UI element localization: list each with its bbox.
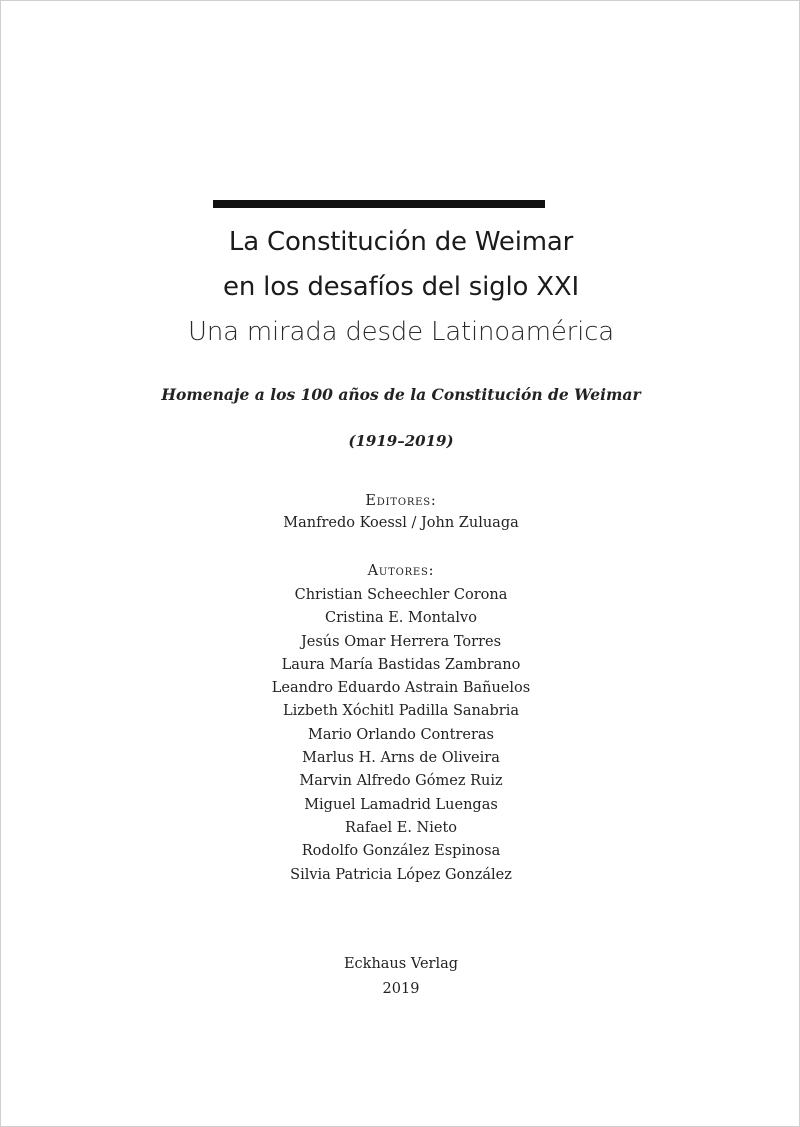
author-name: Marvin Alfredo Gómez Ruiz bbox=[299, 773, 503, 790]
author-name: Lizbeth Xóchitl Padilla Sanabria bbox=[282, 703, 520, 720]
authors-heading: Autores: bbox=[367, 563, 435, 579]
author-name: Mario Orlando Contreras bbox=[308, 726, 494, 743]
publication-year: 2019 bbox=[382, 981, 420, 997]
author-name: Marlus H. Arns de Oliveira bbox=[302, 750, 500, 767]
author-name: Rodolfo González Espinosa bbox=[301, 843, 501, 860]
title-line-2: en los desafíos del siglo XXI bbox=[223, 272, 579, 302]
author-name: Cristina E. Montalvo bbox=[325, 610, 477, 627]
publisher: Eckhaus Verlag bbox=[343, 956, 459, 972]
editors-names: Manfredo Koessl / John Zuluaga bbox=[283, 515, 519, 531]
authors-list bbox=[1, 584, 800, 887]
years-line: (1919–2019) bbox=[348, 432, 454, 450]
author-name: Leandro Eduardo Astrain Bañuelos bbox=[271, 680, 531, 697]
editors-heading: Editores: bbox=[365, 493, 437, 509]
author-name: Silvia Patricia López González bbox=[290, 866, 512, 883]
author-name: Miguel Lamadrid Luengas bbox=[304, 796, 498, 813]
subtitle: Una mirada desde Latinoamérica bbox=[187, 317, 614, 347]
author-name: Jesús Omar Herrera Torres bbox=[300, 633, 502, 650]
author-name: Laura María Bastidas Zambrano bbox=[281, 656, 521, 673]
author-name: Christian Scheechler Corona bbox=[294, 587, 508, 603]
title-line-1: La Constitución de Weimar bbox=[228, 227, 574, 257]
homage-line: Homenaje a los 100 años de la Constitución de Weimar bbox=[161, 385, 641, 404]
author-name: Rafael E. Nieto bbox=[345, 819, 457, 836]
top-rule bbox=[213, 200, 545, 208]
